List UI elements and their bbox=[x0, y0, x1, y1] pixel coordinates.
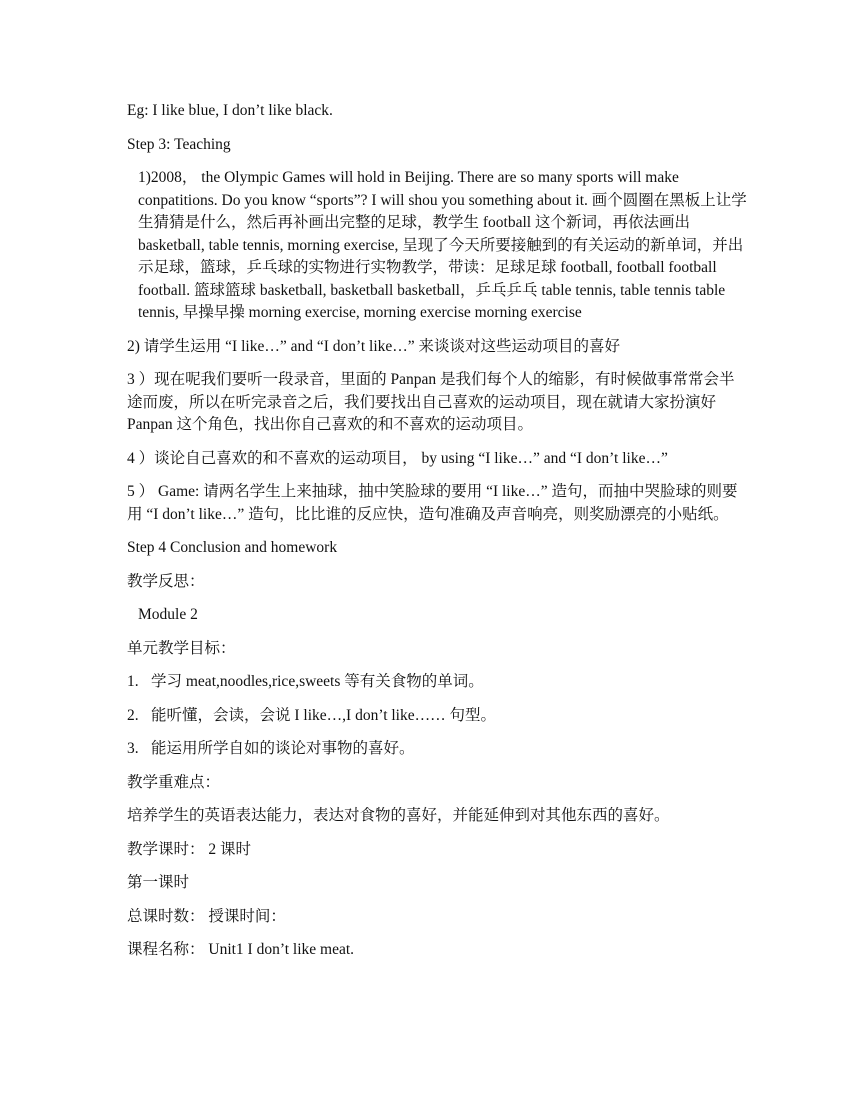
teaching-paragraph-4: 4 ）谈论自己喜欢的和不喜欢的运动项目， by using “I like…” and “I don’t like…” bbox=[127, 449, 668, 467]
goal-item bbox=[127, 671, 747, 694]
step3-heading: Step 3: Teaching bbox=[127, 135, 231, 153]
goal-item bbox=[127, 705, 747, 728]
teaching-paragraph-5: 5 ） Game: 请两名学生上来抽球，抽中笑脸球的要用 “I like…” 造句，而抽中哭脸球的则要用 “I don’t like…” 造句，比比谁的反应快，造句准确及声音响亮，则奖励漂亮的小贴纸。 bbox=[127, 483, 738, 523]
goal-item bbox=[127, 738, 747, 761]
first-lesson-heading: 第一课时 bbox=[127, 874, 190, 891]
goal-number: 3. bbox=[127, 740, 139, 757]
total-hours-line: 总课时数： 授课时间： bbox=[127, 907, 286, 925]
goal-text: 能听懂，会读，会说 I like…,I don’t like…… 句型。 bbox=[151, 706, 496, 724]
key-points-heading: 教学重难点： bbox=[127, 773, 221, 791]
class-hours: 教学课时： 2 课时 bbox=[127, 840, 252, 858]
course-name-line: 课程名称： Unit1 I don’t like meat. bbox=[127, 941, 355, 958]
step4-heading: Step 4 Conclusion and homework bbox=[127, 539, 338, 556]
key-points-text: 培养学生的英语表达能力，表达对食物的喜好，并能延伸到对其他东西的喜好。 bbox=[127, 807, 670, 824]
teaching-paragraph-2: 2) 请学生运用 “I like…” and “I don’t like…” 来谈谈对这些运动项目的喜好 bbox=[127, 337, 621, 355]
example-line: Eg: I like blue, I don’t like black. bbox=[127, 102, 333, 119]
teaching-paragraph-3: 3 ）现在呢我们要听一段录音，里面的 Panpan 是我们每个人的缩影，有时候做事常常会半途而废，所以在听完录音之后，我们要找出自己喜欢的运动项目，现在就请大家扮演好 Panpan 这个角色，找出你自己喜欢的和不喜欢的运动项目。 bbox=[127, 371, 735, 433]
unit-goals-heading: 单元教学目标： bbox=[127, 639, 236, 657]
document-page bbox=[127, 100, 747, 973]
reflection-heading: 教学反思： bbox=[127, 572, 205, 590]
teaching-paragraph-1: 1)2008， the Olympic Games will hold in Beijing. There are so many sports will make conpatitions. Do you know “sports”? I will shou you something about it. 画个圆圈在黑板上让学生猜猜是什么，然后再补画出完整的足球，教学生 football 这个新词，再依法画出 basketball, table tennis, morning exercise, 呈现了今天所要接触到的有关运动的新单词，并出示足球，篮球，乒乓球的实物进行实物教学，带读：足球足球 football, football football football. 篮球篮球 basketball, basketball basketball，乒乓乒乓 table tennis, table tennis table tennis, 早操早操 morning exercise, morning exercise morning exercise bbox=[138, 169, 747, 321]
goal-number: 1. bbox=[127, 673, 139, 690]
goal-text: 能运用所学自如的谈论对事物的喜好。 bbox=[151, 740, 415, 757]
goal-text: 学习 meat,noodles,rice,sweets 等有关食物的单词。 bbox=[151, 673, 484, 690]
module-heading: Module 2 bbox=[138, 606, 198, 623]
goal-number: 2. bbox=[127, 706, 139, 724]
